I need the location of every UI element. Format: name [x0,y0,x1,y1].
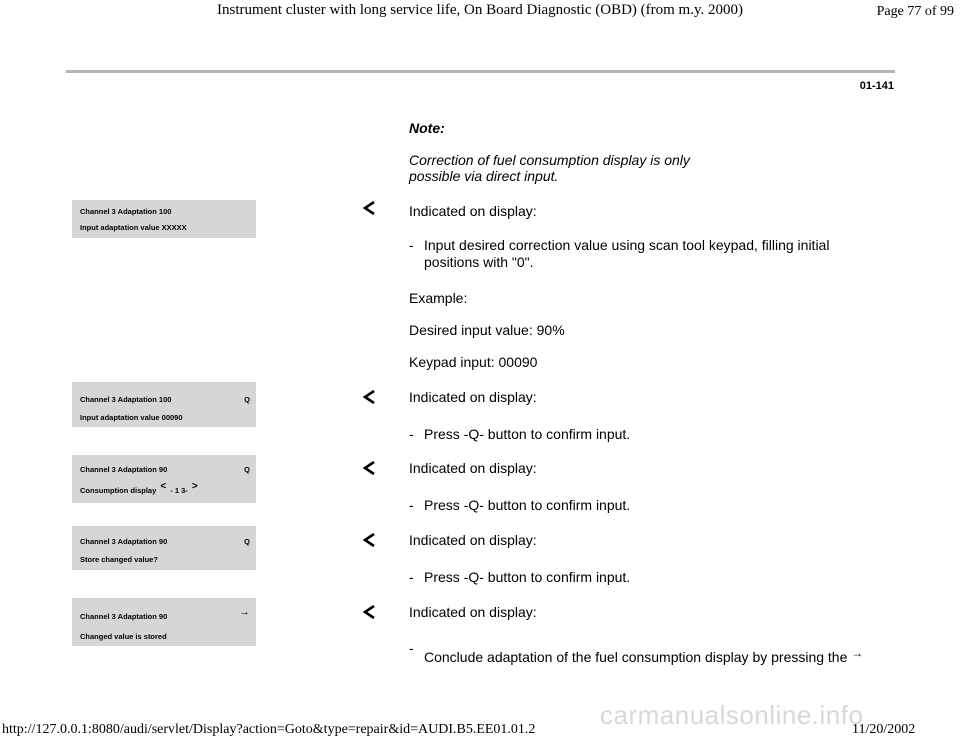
bullet-text: Press -Q- button to confirm input. [424,426,631,442]
greater-than-symbol: > [191,481,198,492]
instruction-bullet [409,497,869,514]
instruction-bullet [409,237,869,271]
screen-line-2-text: Consumption display [80,486,157,495]
indicator-label: Indicated on display: [409,389,537,405]
header-rule [66,70,895,73]
arrow-right-icon: → [239,606,250,618]
screen-line-2: Changed value is stored [80,632,167,641]
note-heading: Note: [409,120,445,136]
screen-line-2-value: - 1 3- [170,486,188,495]
display-screen-1 [72,200,256,238]
screen-line-1: Channel 3 Adaptation 90 [80,537,168,546]
screen-line-1: Channel 3 Adaptation 100 [80,395,172,404]
display-screen-4 [72,526,256,570]
page-indicator: Page 77 of 99 [876,4,954,19]
bullet-dash: - [409,237,414,253]
instruction-bullet [409,569,869,586]
bullet-dash: - [409,640,414,656]
less-than-symbol: < [160,481,167,492]
screen-line-2 [80,481,200,496]
screen-line-1: Channel 3 Adaptation 100 [80,207,172,216]
bullet-dash: - [409,426,414,442]
example-label: Example: [409,290,468,306]
bullet-text: Input desired correction value using scan tool keypad, filling initial positions with "0". [424,237,830,270]
screen-line-1: Channel 3 Adaptation 90 [80,612,168,621]
pointer-left-icon [362,604,376,625]
display-screen-3 [72,455,256,503]
bullet-text: Press -Q- button to confirm input. [424,497,631,513]
screen-q: Q [244,537,250,546]
screen-q: Q [244,465,250,474]
indicator-label: Indicated on display: [409,203,537,219]
indicator-label: Indicated on display: [409,532,537,548]
screen-line-2: Input adaptation value 00090 [80,413,183,422]
screen-line-1: Channel 3 Adaptation 90 [80,465,168,474]
bullet-text: Press -Q- button to confirm input. [424,569,631,585]
bullet-text: Conclude adaptation of the fuel consumption display by pressing the [424,649,848,665]
pointer-left-icon [362,460,376,481]
keypad-input: Keypad input: 00090 [409,354,538,370]
pointer-left-icon [362,389,376,410]
indicator-label: Indicated on display: [409,604,537,620]
document-title: Instrument cluster with long service life, On Board Diagnostic (OBD) (from m.y. 2000) [217,2,743,18]
bullet-dash: - [409,497,414,513]
desired-value: Desired input value: 90% [409,322,565,338]
pointer-left-icon [362,200,376,221]
indicator-label: Indicated on display: [409,460,537,476]
watermark: carmanualsonline.info [600,700,864,730]
screen-line-2: Store changed value? [80,555,158,564]
arrow-right-icon: → [851,646,864,660]
footer-url[interactable]: http://127.0.0.1:8080/audi/servlet/Display?action=Goto&type=repair&id=AUDI.B5.EE01.01.2 [2,722,536,737]
screen-q: Q [244,395,250,404]
screen-line-2: Input adaptation value XXXXX [80,223,187,232]
section-page-number: 01-141 [859,80,894,92]
bullet-dash: - [409,569,414,585]
instruction-bullet [409,642,909,667]
note-text: Correction of fuel consumption display is only possible via direct input. [409,152,690,184]
footer-date: 11/20/2002 [852,722,916,737]
display-screen-5 [72,598,256,646]
instruction-bullet [409,426,869,443]
pointer-left-icon [362,532,376,553]
display-screen-2 [72,382,256,427]
